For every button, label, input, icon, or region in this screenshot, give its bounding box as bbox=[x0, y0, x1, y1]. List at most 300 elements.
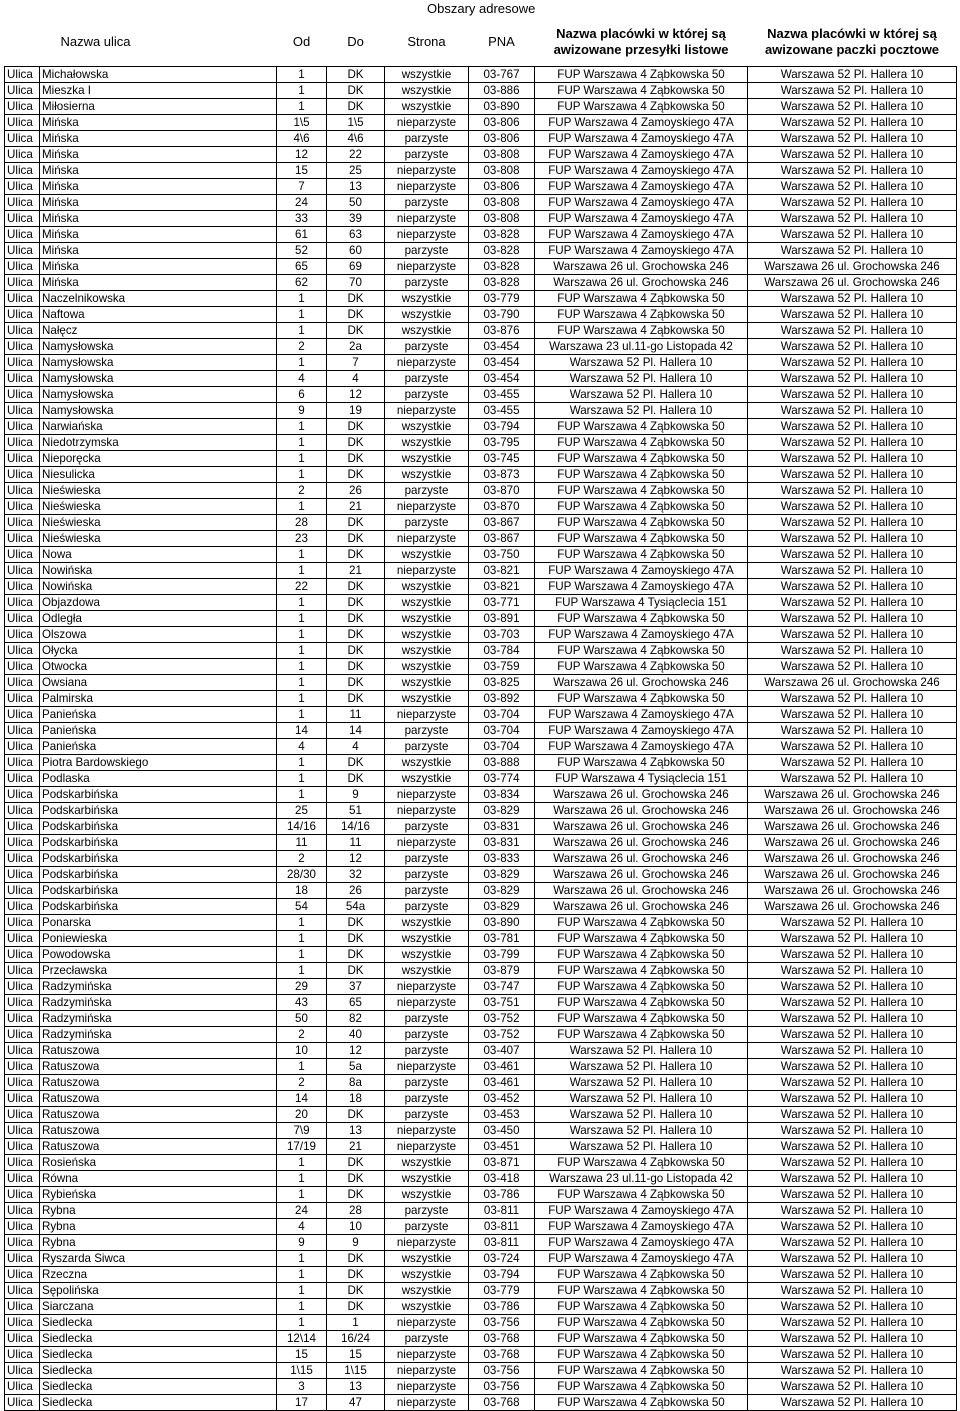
cell-street: Piotra Bardowskiego bbox=[40, 755, 277, 771]
table-row bbox=[5, 147, 957, 163]
cell-type: Ulica bbox=[5, 739, 40, 755]
cell-pna: 03-870 bbox=[469, 499, 535, 515]
cell-side: parzyste bbox=[385, 515, 469, 531]
cell-parcels-office: Warszawa 52 Pl. Hallera 10 bbox=[748, 1011, 957, 1027]
cell-parcels-office: Warszawa 52 Pl. Hallera 10 bbox=[748, 771, 957, 787]
cell-to: 12 bbox=[327, 851, 385, 867]
cell-letters-office: FUP Warszawa 4 Ząbkowska 50 bbox=[535, 659, 748, 675]
cell-letters-office: FUP Warszawa 4 Zamoyskiego 47A bbox=[535, 1235, 748, 1251]
cell-type: Ulica bbox=[5, 707, 40, 723]
cell-from: 1 bbox=[277, 1299, 327, 1315]
cell-letters-office: FUP Warszawa 4 Ząbkowska 50 bbox=[535, 531, 748, 547]
cell-parcels-office: Warszawa 52 Pl. Hallera 10 bbox=[748, 1107, 957, 1123]
cell-to: 2a bbox=[327, 339, 385, 355]
cell-street: Ratuszowa bbox=[40, 1059, 277, 1075]
cell-type: Ulica bbox=[5, 339, 40, 355]
cell-side: parzyste bbox=[385, 339, 469, 355]
cell-street: Nałęcz bbox=[40, 323, 277, 339]
cell-parcels-office: Warszawa 52 Pl. Hallera 10 bbox=[748, 979, 957, 995]
cell-to: DK bbox=[327, 435, 385, 451]
cell-type: Ulica bbox=[5, 451, 40, 467]
cell-side: nieparzyste bbox=[385, 499, 469, 515]
cell-letters-office: FUP Warszawa 4 Ząbkowska 50 bbox=[535, 755, 748, 771]
cell-letters-office: FUP Warszawa 4 Ząbkowska 50 bbox=[535, 1011, 748, 1027]
cell-side: wszystkie bbox=[385, 691, 469, 707]
cell-type: Ulica bbox=[5, 467, 40, 483]
cell-street: Rybna bbox=[40, 1219, 277, 1235]
cell-parcels-office: Warszawa 52 Pl. Hallera 10 bbox=[748, 291, 957, 307]
cell-letters-office: Warszawa 26 ul. Grochowska 246 bbox=[535, 819, 748, 835]
cell-type: Ulica bbox=[5, 547, 40, 563]
cell-letters-office: Warszawa 26 ul. Grochowska 246 bbox=[535, 675, 748, 691]
cell-type: Ulica bbox=[5, 963, 40, 979]
cell-letters-office: FUP Warszawa 4 Ząbkowska 50 bbox=[535, 1363, 748, 1379]
cell-side: wszystkie bbox=[385, 83, 469, 99]
cell-to: 22 bbox=[327, 147, 385, 163]
cell-from: 1 bbox=[277, 67, 327, 83]
cell-type: Ulica bbox=[5, 915, 40, 931]
cell-street: Michałowska bbox=[40, 67, 277, 83]
cell-type: Ulica bbox=[5, 1123, 40, 1139]
cell-parcels-office: Warszawa 52 Pl. Hallera 10 bbox=[748, 227, 957, 243]
cell-side: parzyste bbox=[385, 387, 469, 403]
cell-to: DK bbox=[327, 643, 385, 659]
cell-parcels-office: Warszawa 52 Pl. Hallera 10 bbox=[748, 1075, 957, 1091]
table-row bbox=[5, 611, 957, 627]
cell-type: Ulica bbox=[5, 931, 40, 947]
cell-to: 69 bbox=[327, 259, 385, 275]
cell-street: Namysłowska bbox=[40, 339, 277, 355]
cell-side: wszystkie bbox=[385, 419, 469, 435]
cell-side: nieparzyste bbox=[385, 259, 469, 275]
cell-pna: 03-828 bbox=[469, 243, 535, 259]
cell-letters-office: FUP Warszawa 4 Ząbkowska 50 bbox=[535, 1267, 748, 1283]
cell-to: 47 bbox=[327, 1395, 385, 1411]
cell-parcels-office: Warszawa 52 Pl. Hallera 10 bbox=[748, 627, 957, 643]
cell-letters-office: FUP Warszawa 4 Ząbkowska 50 bbox=[535, 467, 748, 483]
cell-type: Ulica bbox=[5, 659, 40, 675]
cell-letters-office: FUP Warszawa 4 Ząbkowska 50 bbox=[535, 483, 748, 499]
table-row bbox=[5, 339, 957, 355]
table-row bbox=[5, 275, 957, 291]
cell-type: Ulica bbox=[5, 1347, 40, 1363]
table-row bbox=[5, 1123, 957, 1139]
cell-parcels-office: Warszawa 26 ul. Grochowska 246 bbox=[748, 819, 957, 835]
cell-side: parzyste bbox=[385, 1331, 469, 1347]
cell-to: DK bbox=[327, 515, 385, 531]
cell-letters-office: FUP Warszawa 4 Ząbkowska 50 bbox=[535, 995, 748, 1011]
cell-type: Ulica bbox=[5, 419, 40, 435]
cell-type: Ulica bbox=[5, 579, 40, 595]
cell-street: Nieświeska bbox=[40, 531, 277, 547]
cell-parcels-office: Warszawa 52 Pl. Hallera 10 bbox=[748, 211, 957, 227]
cell-pna: 03-833 bbox=[469, 851, 535, 867]
cell-type: Ulica bbox=[5, 163, 40, 179]
cell-letters-office: FUP Warszawa 4 Ząbkowska 50 bbox=[535, 499, 748, 515]
cell-letters-office: FUP Warszawa 4 Ząbkowska 50 bbox=[535, 547, 748, 563]
table-row bbox=[5, 1219, 957, 1235]
cell-letters-office: FUP Warszawa 4 Ząbkowska 50 bbox=[535, 1187, 748, 1203]
cell-parcels-office: Warszawa 52 Pl. Hallera 10 bbox=[748, 1059, 957, 1075]
cell-letters-office: FUP Warszawa 4 Zamoyskiego 47A bbox=[535, 1251, 748, 1267]
cell-type: Ulica bbox=[5, 1075, 40, 1091]
cell-from: 1 bbox=[277, 307, 327, 323]
cell-letters-office: FUP Warszawa 4 Zamoyskiego 47A bbox=[535, 147, 748, 163]
table-header bbox=[5, 18, 957, 67]
cell-street: Rosieńska bbox=[40, 1155, 277, 1171]
cell-pna: 03-452 bbox=[469, 1091, 535, 1107]
cell-pna: 03-821 bbox=[469, 563, 535, 579]
cell-pna: 03-829 bbox=[469, 803, 535, 819]
cell-to: DK bbox=[327, 691, 385, 707]
cell-from: 1 bbox=[277, 499, 327, 515]
cell-to: 65 bbox=[327, 995, 385, 1011]
cell-pna: 03-806 bbox=[469, 131, 535, 147]
cell-letters-office: FUP Warszawa 4 Ząbkowska 50 bbox=[535, 931, 748, 947]
cell-parcels-office: Warszawa 52 Pl. Hallera 10 bbox=[748, 435, 957, 451]
cell-street: Namysłowska bbox=[40, 355, 277, 371]
cell-letters-office: Warszawa 26 ul. Grochowska 246 bbox=[535, 851, 748, 867]
cell-to: 21 bbox=[327, 563, 385, 579]
table-row bbox=[5, 403, 957, 419]
cell-parcels-office: Warszawa 52 Pl. Hallera 10 bbox=[748, 1251, 957, 1267]
cell-parcels-office: Warszawa 52 Pl. Hallera 10 bbox=[748, 387, 957, 403]
cell-parcels-office: Warszawa 52 Pl. Hallera 10 bbox=[748, 403, 957, 419]
cell-from: 2 bbox=[277, 851, 327, 867]
cell-from: 15 bbox=[277, 163, 327, 179]
cell-from: 1 bbox=[277, 595, 327, 611]
cell-letters-office: FUP Warszawa 4 Zamoyskiego 47A bbox=[535, 579, 748, 595]
cell-parcels-office: Warszawa 26 ul. Grochowska 246 bbox=[748, 883, 957, 899]
cell-letters-office: FUP Warszawa 4 Ząbkowska 50 bbox=[535, 291, 748, 307]
cell-from: 9 bbox=[277, 403, 327, 419]
cell-from: 50 bbox=[277, 1011, 327, 1027]
cell-type: Ulica bbox=[5, 1267, 40, 1283]
cell-street: Radzymińska bbox=[40, 995, 277, 1011]
cell-street: Mińska bbox=[40, 211, 277, 227]
cell-parcels-office: Warszawa 52 Pl. Hallera 10 bbox=[748, 467, 957, 483]
cell-pna: 03-867 bbox=[469, 531, 535, 547]
cell-letters-office: Warszawa 26 ul. Grochowska 246 bbox=[535, 835, 748, 851]
cell-parcels-office: Warszawa 52 Pl. Hallera 10 bbox=[748, 83, 957, 99]
cell-letters-office: FUP Warszawa 4 Ząbkowska 50 bbox=[535, 515, 748, 531]
cell-to: DK bbox=[327, 531, 385, 547]
cell-to: DK bbox=[327, 1283, 385, 1299]
table-row bbox=[5, 515, 957, 531]
cell-side: nieparzyste bbox=[385, 227, 469, 243]
cell-side: parzyste bbox=[385, 1219, 469, 1235]
cell-from: 14 bbox=[277, 1091, 327, 1107]
header-side: Strona bbox=[407, 34, 446, 49]
header-parcels-office-line1: Nazwa placówki w której są bbox=[767, 26, 937, 41]
cell-side: parzyste bbox=[385, 147, 469, 163]
cell-from: 17/19 bbox=[277, 1139, 327, 1155]
cell-type: Ulica bbox=[5, 611, 40, 627]
cell-pna: 03-794 bbox=[469, 419, 535, 435]
cell-from: 2 bbox=[277, 1075, 327, 1091]
cell-street: Radzymińska bbox=[40, 1027, 277, 1043]
cell-street: Siedlecka bbox=[40, 1347, 277, 1363]
table-row bbox=[5, 163, 957, 179]
cell-letters-office: FUP Warszawa 4 Ząbkowska 50 bbox=[535, 1027, 748, 1043]
cell-type: Ulica bbox=[5, 291, 40, 307]
cell-side: nieparzyste bbox=[385, 1059, 469, 1075]
cell-to: 9 bbox=[327, 1235, 385, 1251]
cell-type: Ulica bbox=[5, 947, 40, 963]
table-row bbox=[5, 211, 957, 227]
cell-letters-office: Warszawa 26 ul. Grochowska 246 bbox=[535, 803, 748, 819]
cell-side: parzyste bbox=[385, 899, 469, 915]
cell-from: 11 bbox=[277, 835, 327, 851]
cell-side: nieparzyste bbox=[385, 1123, 469, 1139]
cell-parcels-office: Warszawa 52 Pl. Hallera 10 bbox=[748, 1331, 957, 1347]
cell-type: Ulica bbox=[5, 1283, 40, 1299]
table-row bbox=[5, 1155, 957, 1171]
cell-to: DK bbox=[327, 419, 385, 435]
cell-to: 82 bbox=[327, 1011, 385, 1027]
table-row bbox=[5, 1395, 957, 1411]
cell-letters-office: FUP Warszawa 4 Zamoyskiego 47A bbox=[535, 211, 748, 227]
cell-from: 43 bbox=[277, 995, 327, 1011]
table-row bbox=[5, 99, 957, 115]
cell-type: Ulica bbox=[5, 67, 40, 83]
cell-side: nieparzyste bbox=[385, 179, 469, 195]
cell-street: Nowińska bbox=[40, 563, 277, 579]
cell-to: 12 bbox=[327, 1043, 385, 1059]
cell-side: parzyste bbox=[385, 1075, 469, 1091]
cell-side: wszystkie bbox=[385, 1299, 469, 1315]
table-row bbox=[5, 787, 957, 803]
cell-street: Panieńska bbox=[40, 707, 277, 723]
cell-from: 29 bbox=[277, 979, 327, 995]
cell-from: 1 bbox=[277, 707, 327, 723]
cell-to: DK bbox=[327, 1251, 385, 1267]
table-row bbox=[5, 1187, 957, 1203]
cell-side: wszystkie bbox=[385, 963, 469, 979]
cell-parcels-office: Warszawa 52 Pl. Hallera 10 bbox=[748, 195, 957, 211]
super-header bbox=[0, 0, 960, 18]
cell-letters-office: FUP Warszawa 4 Zamoyskiego 47A bbox=[535, 563, 748, 579]
cell-street: Otwocka bbox=[40, 659, 277, 675]
cell-side: parzyste bbox=[385, 867, 469, 883]
cell-to: 1\15 bbox=[327, 1363, 385, 1379]
cell-from: 4\6 bbox=[277, 131, 327, 147]
cell-from: 12\14 bbox=[277, 1331, 327, 1347]
cell-side: wszystkie bbox=[385, 579, 469, 595]
header-letters-office-line1: Nazwa placówki w której są bbox=[556, 26, 726, 41]
cell-letters-office: FUP Warszawa 4 Ząbkowska 50 bbox=[535, 643, 748, 659]
cell-from: 61 bbox=[277, 227, 327, 243]
cell-parcels-office: Warszawa 26 ul. Grochowska 246 bbox=[748, 259, 957, 275]
cell-letters-office: Warszawa 23 ul.11-go Listopada 42 bbox=[535, 339, 748, 355]
cell-side: nieparzyste bbox=[385, 707, 469, 723]
table-row bbox=[5, 915, 957, 931]
cell-to: DK bbox=[327, 1171, 385, 1187]
cell-to: 11 bbox=[327, 835, 385, 851]
cell-letters-office: FUP Warszawa 4 Zamoyskiego 47A bbox=[535, 723, 748, 739]
cell-letters-office: FUP Warszawa 4 Ząbkowska 50 bbox=[535, 419, 748, 435]
cell-from: 23 bbox=[277, 531, 327, 547]
cell-pna: 03-828 bbox=[469, 275, 535, 291]
cell-parcels-office: Warszawa 52 Pl. Hallera 10 bbox=[748, 611, 957, 627]
cell-type: Ulica bbox=[5, 771, 40, 787]
cell-type: Ulica bbox=[5, 515, 40, 531]
cell-street: Podskarbińska bbox=[40, 803, 277, 819]
cell-side: parzyste bbox=[385, 739, 469, 755]
cell-letters-office: FUP Warszawa 4 Ząbkowska 50 bbox=[535, 691, 748, 707]
cell-street: Siarczana bbox=[40, 1299, 277, 1315]
cell-parcels-office: Warszawa 26 ul. Grochowska 246 bbox=[748, 803, 957, 819]
cell-parcels-office: Warszawa 52 Pl. Hallera 10 bbox=[748, 1219, 957, 1235]
header-parcels-office bbox=[748, 18, 957, 67]
cell-from: 7 bbox=[277, 179, 327, 195]
cell-pna: 03-451 bbox=[469, 1139, 535, 1155]
cell-pna: 03-829 bbox=[469, 867, 535, 883]
table-row bbox=[5, 595, 957, 611]
cell-side: parzyste bbox=[385, 1027, 469, 1043]
cell-street: Podskarbińska bbox=[40, 819, 277, 835]
table-row bbox=[5, 419, 957, 435]
cell-from: 1 bbox=[277, 931, 327, 947]
cell-side: nieparzyste bbox=[385, 563, 469, 579]
cell-type: Ulica bbox=[5, 1011, 40, 1027]
cell-pna: 03-418 bbox=[469, 1171, 535, 1187]
cell-parcels-office: Warszawa 52 Pl. Hallera 10 bbox=[748, 547, 957, 563]
cell-letters-office: FUP Warszawa 4 Ząbkowska 50 bbox=[535, 1299, 748, 1315]
cell-to: 12 bbox=[327, 387, 385, 403]
cell-side: wszystkie bbox=[385, 659, 469, 675]
cell-from: 1 bbox=[277, 755, 327, 771]
cell-street: Rybieńska bbox=[40, 1187, 277, 1203]
cell-to: DK bbox=[327, 291, 385, 307]
cell-letters-office: Warszawa 52 Pl. Hallera 10 bbox=[535, 387, 748, 403]
table-row bbox=[5, 755, 957, 771]
cell-street: Podskarbińska bbox=[40, 883, 277, 899]
cell-type: Ulica bbox=[5, 355, 40, 371]
cell-letters-office: FUP Warszawa 4 Ząbkowska 50 bbox=[535, 947, 748, 963]
cell-type: Ulica bbox=[5, 899, 40, 915]
cell-street: Mińska bbox=[40, 195, 277, 211]
cell-street: Mińska bbox=[40, 243, 277, 259]
cell-pna: 03-811 bbox=[469, 1235, 535, 1251]
cell-street: Namysłowska bbox=[40, 387, 277, 403]
cell-street: Rybna bbox=[40, 1235, 277, 1251]
cell-letters-office: FUP Warszawa 4 Ząbkowska 50 bbox=[535, 1347, 748, 1363]
cell-street: Ratuszowa bbox=[40, 1107, 277, 1123]
cell-letters-office: FUP Warszawa 4 Ząbkowska 50 bbox=[535, 611, 748, 627]
cell-side: parzyste bbox=[385, 243, 469, 259]
cell-side: parzyste bbox=[385, 1043, 469, 1059]
cell-letters-office: FUP Warszawa 4 Zamoyskiego 47A bbox=[535, 115, 748, 131]
cell-to: 16/24 bbox=[327, 1331, 385, 1347]
cell-pna: 03-808 bbox=[469, 147, 535, 163]
cell-to: DK bbox=[327, 1267, 385, 1283]
table-row bbox=[5, 979, 957, 995]
cell-street: Sępolińska bbox=[40, 1283, 277, 1299]
cell-pna: 03-867 bbox=[469, 515, 535, 531]
cell-street: Ratuszowa bbox=[40, 1139, 277, 1155]
cell-side: wszystkie bbox=[385, 467, 469, 483]
cell-from: 4 bbox=[277, 739, 327, 755]
table-row bbox=[5, 1251, 957, 1267]
cell-side: parzyste bbox=[385, 1107, 469, 1123]
cell-from: 1 bbox=[277, 467, 327, 483]
cell-letters-office: FUP Warszawa 4 Ząbkowska 50 bbox=[535, 963, 748, 979]
cell-side: wszystkie bbox=[385, 1267, 469, 1283]
cell-letters-office: FUP Warszawa 4 Zamoyskiego 47A bbox=[535, 1203, 748, 1219]
cell-letters-office: FUP Warszawa 4 Zamoyskiego 47A bbox=[535, 627, 748, 643]
cell-to: 11 bbox=[327, 707, 385, 723]
cell-parcels-office: Warszawa 52 Pl. Hallera 10 bbox=[748, 451, 957, 467]
header-from: Od bbox=[292, 34, 311, 49]
cell-to: 14 bbox=[327, 723, 385, 739]
cell-letters-office: FUP Warszawa 4 Ząbkowska 50 bbox=[535, 1395, 748, 1411]
cell-from: 1 bbox=[277, 1059, 327, 1075]
cell-to: 19 bbox=[327, 403, 385, 419]
cell-from: 1 bbox=[277, 963, 327, 979]
cell-type: Ulica bbox=[5, 115, 40, 131]
cell-pna: 03-870 bbox=[469, 483, 535, 499]
cell-pna: 03-825 bbox=[469, 675, 535, 691]
header-letters-office-line2: awizowane przesyłki listowe bbox=[553, 42, 729, 57]
cell-pna: 03-871 bbox=[469, 1155, 535, 1171]
table-row bbox=[5, 803, 957, 819]
cell-side: nieparzyste bbox=[385, 787, 469, 803]
cell-to: 21 bbox=[327, 499, 385, 515]
cell-to: 1\5 bbox=[327, 115, 385, 131]
cell-letters-office: FUP Warszawa 4 Zamoyskiego 47A bbox=[535, 179, 748, 195]
cell-from: 22 bbox=[277, 579, 327, 595]
cell-from: 9 bbox=[277, 1235, 327, 1251]
cell-street: Naftowa bbox=[40, 307, 277, 323]
cell-type: Ulica bbox=[5, 1027, 40, 1043]
cell-letters-office: FUP Warszawa 4 Ząbkowska 50 bbox=[535, 1155, 748, 1171]
cell-from: 1 bbox=[277, 1171, 327, 1187]
cell-street: Niedotrzymska bbox=[40, 435, 277, 451]
cell-type: Ulica bbox=[5, 1059, 40, 1075]
cell-street: Równa bbox=[40, 1171, 277, 1187]
cell-pna: 03-794 bbox=[469, 1267, 535, 1283]
cell-parcels-office: Warszawa 52 Pl. Hallera 10 bbox=[748, 323, 957, 339]
cell-letters-office: FUP Warszawa 4 Ząbkowska 50 bbox=[535, 67, 748, 83]
cell-to: DK bbox=[327, 323, 385, 339]
cell-type: Ulica bbox=[5, 227, 40, 243]
cell-from: 1 bbox=[277, 1283, 327, 1299]
cell-letters-office: FUP Warszawa 4 Zamoyskiego 47A bbox=[535, 739, 748, 755]
cell-pna: 03-876 bbox=[469, 323, 535, 339]
cell-from: 1 bbox=[277, 659, 327, 675]
cell-to: DK bbox=[327, 963, 385, 979]
table-row bbox=[5, 563, 957, 579]
cell-to: DK bbox=[327, 611, 385, 627]
cell-parcels-office: Warszawa 52 Pl. Hallera 10 bbox=[748, 723, 957, 739]
cell-parcels-office: Warszawa 26 ul. Grochowska 246 bbox=[748, 867, 957, 883]
cell-letters-office: FUP Warszawa 4 Ząbkowska 50 bbox=[535, 83, 748, 99]
cell-pna: 03-891 bbox=[469, 611, 535, 627]
cell-letters-office: FUP Warszawa 4 Ząbkowska 50 bbox=[535, 99, 748, 115]
cell-side: nieparzyste bbox=[385, 835, 469, 851]
cell-to: DK bbox=[327, 307, 385, 323]
table-row bbox=[5, 1139, 957, 1155]
table-row bbox=[5, 739, 957, 755]
cell-from: 1 bbox=[277, 291, 327, 307]
cell-pna: 03-811 bbox=[469, 1219, 535, 1235]
cell-side: wszystkie bbox=[385, 595, 469, 611]
cell-letters-office: FUP Warszawa 4 Ząbkowska 50 bbox=[535, 915, 748, 931]
cell-parcels-office: Warszawa 52 Pl. Hallera 10 bbox=[748, 307, 957, 323]
cell-letters-office: FUP Warszawa 4 Ząbkowska 50 bbox=[535, 1315, 748, 1331]
cell-from: 15 bbox=[277, 1347, 327, 1363]
